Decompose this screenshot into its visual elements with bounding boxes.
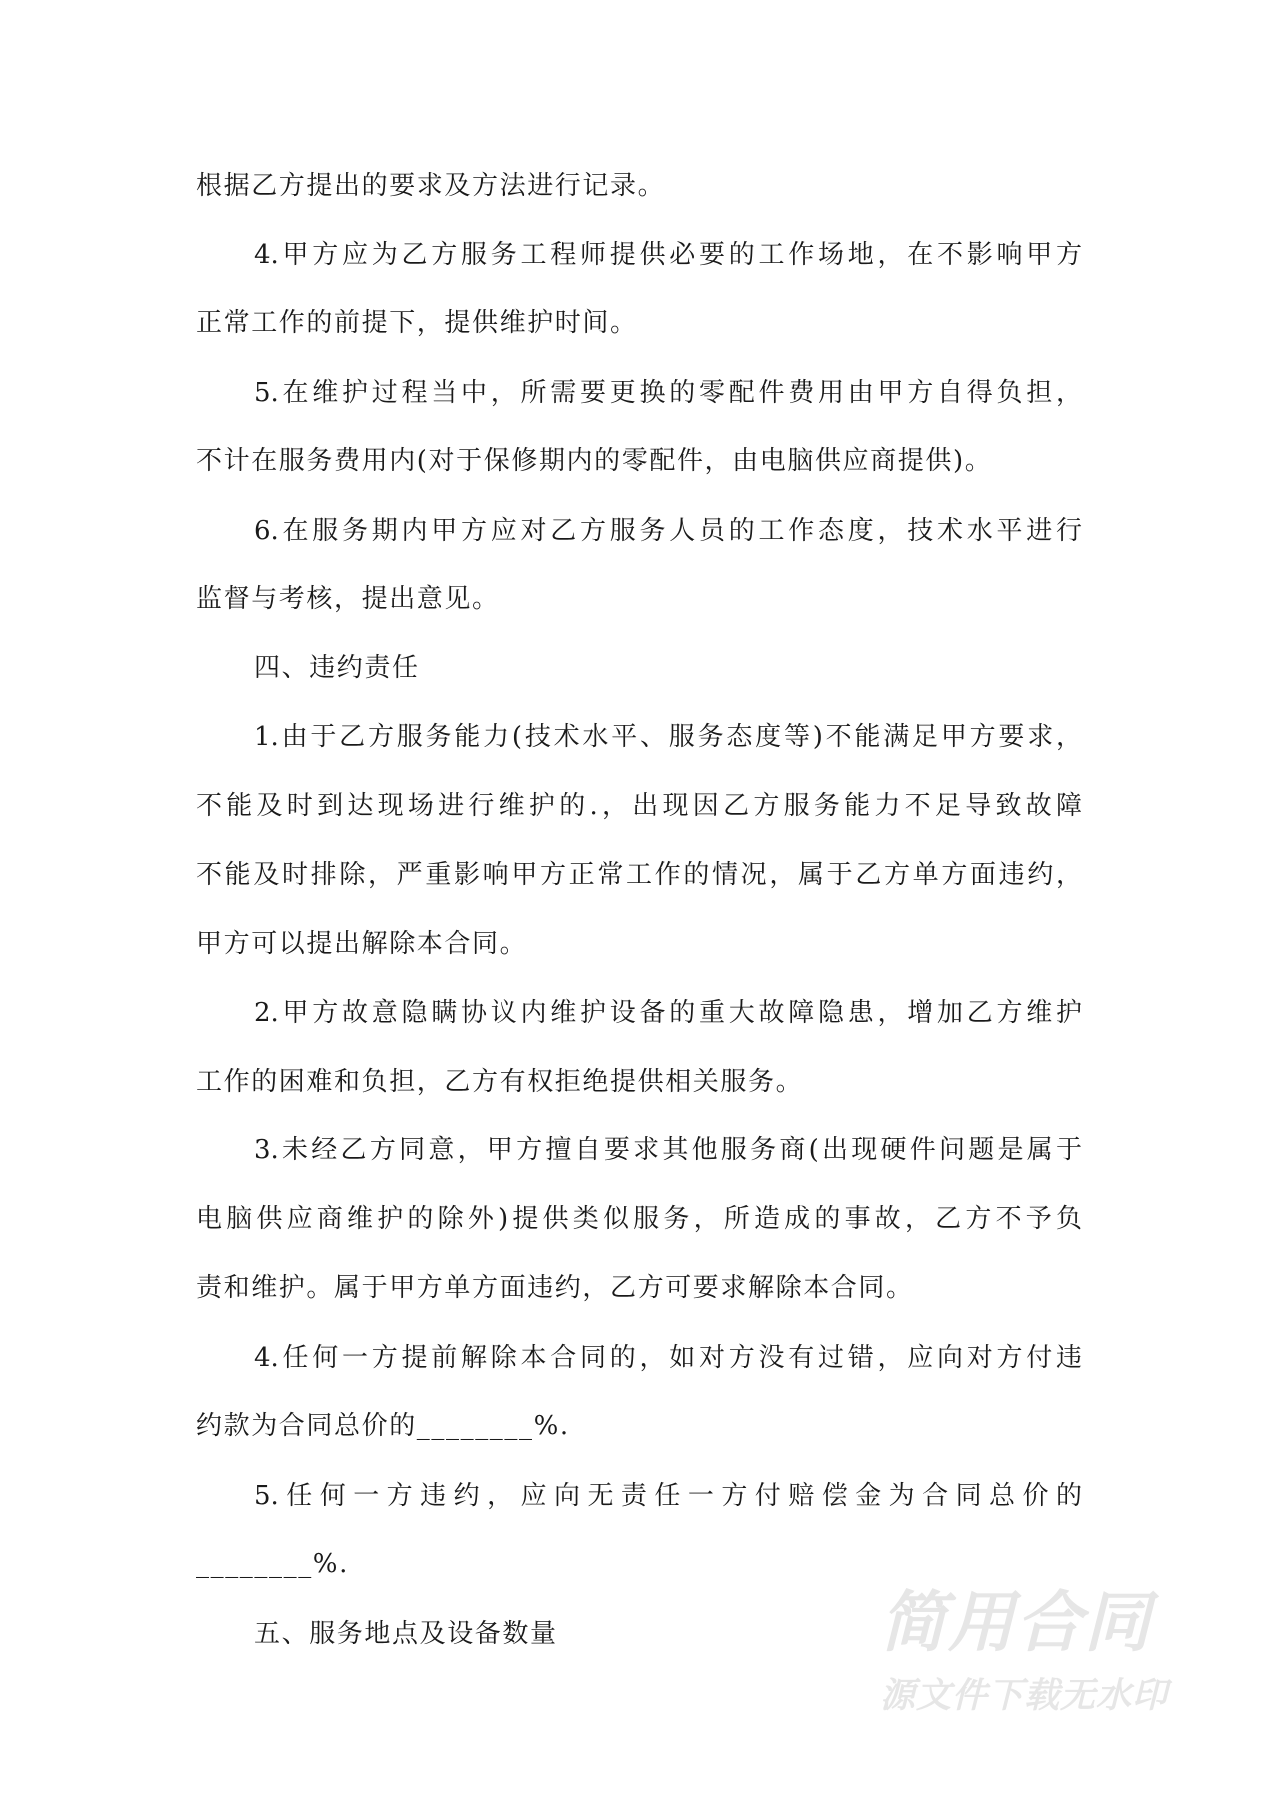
- watermark-main-text: 简用合同: [880, 1584, 1152, 1661]
- clause-4-4-line-1: 4.任何一方提前解除本合同的，如对方没有过错，应向对方付违: [254, 1343, 1082, 1373]
- clause-4-1-line-3: 不能及时排除，严重影响甲方正常工作的情况，属于乙方单方面违约，: [196, 860, 1082, 890]
- clause-3-4-line-1: 4.甲方应为乙方服务工程师提供必要的工作场地，在不影响甲方: [254, 240, 1082, 270]
- text-line-1: 根据乙方提出的要求及方法进行记录。: [196, 171, 666, 201]
- clause-4-5-line-1: 5.任何一方违约，应向无责任一方付赔偿金为合同总价的: [254, 1481, 1082, 1511]
- clause-3-6-line-2: 监督与考核，提出意见。: [196, 584, 500, 614]
- clause-3-4-line-2: 正常工作的前提下，提供维护时间。: [196, 308, 638, 338]
- clause-4-1-line-4: 甲方可以提出解除本合同。: [196, 929, 528, 959]
- clause-4-1-line-1: 1.由于乙方服务能力(技术水平、服务态度等)不能满足甲方要求，: [254, 722, 1082, 752]
- clause-3-6-line-1: 6.在服务期内甲方应对乙方服务人员的工作态度，技术水平进行: [254, 516, 1082, 546]
- clause-3-5-line-2: 不计在服务费用内(对于保修期内的零配件，由电脑供应商提供)。: [196, 446, 993, 476]
- clause-4-3-line-3: 责和维护。属于甲方单方面违约，乙方可要求解除本合同。: [196, 1273, 914, 1303]
- clause-4-2-line-2: 工作的困难和负担，乙方有权拒绝提供相关服务。: [196, 1067, 804, 1097]
- clause-4-3-line-2: 电脑供应商维护的除外)提供类似服务，所造成的事故，乙方不予负: [196, 1204, 1082, 1234]
- watermark: [880, 1584, 1210, 1716]
- clause-4-3-line-1: 3.未经乙方同意，甲方擅自要求其他服务商(出现硬件问题是属于: [254, 1135, 1082, 1165]
- clause-4-1-line-2: 不能及时到达现场进行维护的.，出现因乙方服务能力不足导致故障: [196, 791, 1082, 821]
- watermark-sub-text: 源文件下载无水印: [880, 1676, 1169, 1716]
- clause-4-2-line-1: 2.甲方故意隐瞒协议内维护设备的重大故障隐患，增加乙方维护: [254, 998, 1082, 1028]
- clause-3-5-line-1: 5.在维护过程当中，所需要更换的零配件费用由甲方自得负担，: [254, 378, 1082, 408]
- section-4-heading: 四、违约责任: [254, 653, 420, 683]
- section-5-heading: 五、服务地点及设备数量: [254, 1619, 558, 1649]
- clause-4-4-line-2: 约款为合同总价的________%.: [196, 1411, 570, 1441]
- clause-4-5-line-2: ________%.: [196, 1549, 349, 1579]
